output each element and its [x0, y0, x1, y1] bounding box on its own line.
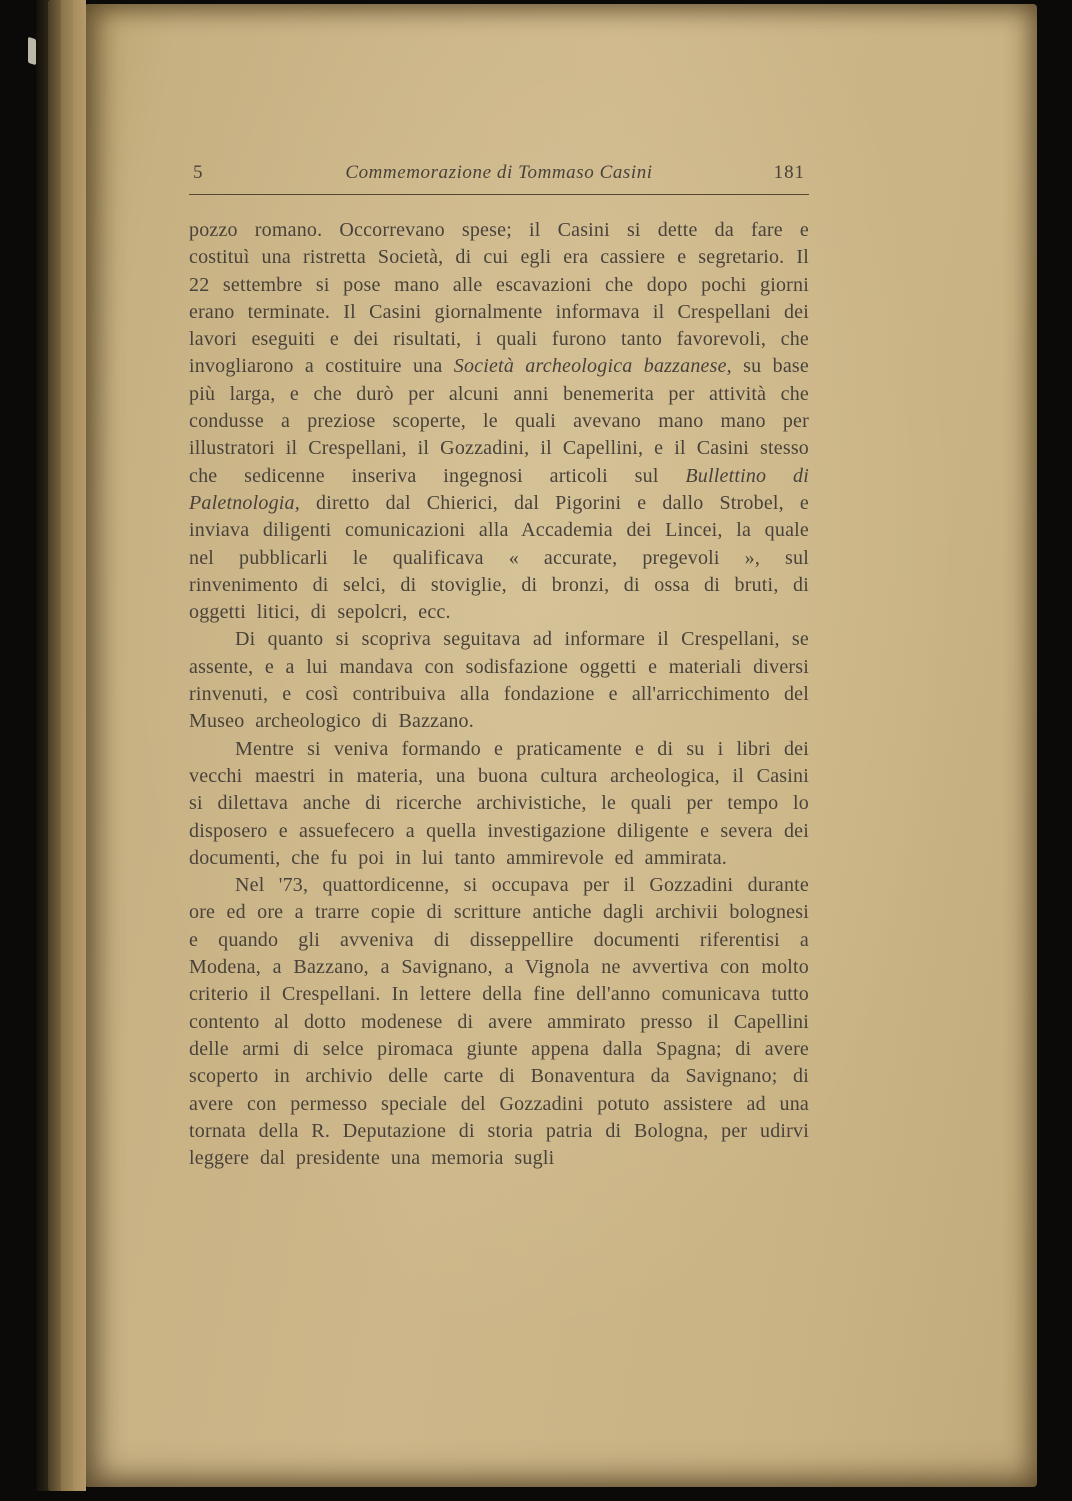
- paper-corner-highlight: [28, 37, 36, 66]
- book-page: [86, 4, 1037, 1487]
- header-page-number-left: 5: [193, 162, 204, 183]
- paragraph: [189, 872, 809, 1172]
- text-run: su base più larga, e che durò per alcuni anni benemerita per attività che condusse a preziose scoperte, le quali avevano mano mano per illustratori il Crespellani, il Gozzadini, il Capellini, e il Casini stesso che sedicenne inseriva ingegnosi articoli sul: [189, 355, 809, 487]
- header-title: Commemorazione di Tommaso Casini: [345, 162, 653, 183]
- paragraph: [189, 217, 809, 626]
- header-rule: [189, 194, 809, 195]
- page-content: [189, 162, 809, 1172]
- book-page-edge: [48, 0, 61, 1491]
- book-page-edge: [61, 0, 73, 1491]
- page-body: [189, 217, 809, 1172]
- text-run: Di quanto si scopriva seguitava ad informare il Crespellani, se assente, e a lui mandava con sodisfazione oggetti e materiali diversi rinvenuti, e così contribuiva alla fondazione e all'arricchimento del Museo archeologico di Bazzano.: [189, 628, 809, 733]
- book-page-edge: [36, 0, 48, 1491]
- running-header: [189, 162, 809, 194]
- text-run: Nel '73, quattordicenne, si occupava per il Gozzadini durante ore ed ore a trarre copie di scritture antiche dagli archivii bolognesi e quando gli avveniva di disseppellire documenti riferentisi a Modena, a Bazzano, a Savignano, a Vignola ne avvertiva con molto criterio il Crespellani. In lettere della fine dell'anno comunicava tutto contento al dotto modenese di avere ammirato presso il Capellini delle armi di selce piromaca giunte appena dalla Spagna; di avere scoperto in archivio delle carte di Bonaventura da Savignano; di avere con permesso speciale del Gozzadini potuto assistere ad una tornata della R. Deputazione di storia patria di Bologna, per udirvi leggere dal presidente una memoria sugli: [189, 874, 809, 1170]
- italic-text-run: Bullettino di Paletnologia,: [189, 464, 809, 514]
- text-run: pozzo romano. Occorrevano spese; il Casini si dette da fare e costituì una ristretta Società, di cui egli era cassiere e segretario. Il 22 settembre si pose mano alle escavazioni che dopo pochi giorni erano terminate. Il Casini giornalmente informava il Crespellani dei lavori eseguiti e dei risultati, i quali furono tanto favorevoli, che invogliarono a costituire una: [189, 219, 809, 378]
- text-run: Mentre si veniva formando e praticamente e di su i libri dei vecchi maestri in materia, una buona cultura archeologica, il Casini si dilettava anche di ricerche archivistiche, le quali per tempo lo disposero e assuefecero a quella investigazione diligente e severa dei documenti, che fu poi in lui tanto ammirevole ed ammirata.: [189, 737, 809, 869]
- italic-text-run: Società archeologica bazzanese,: [453, 355, 732, 378]
- paragraph: [189, 626, 809, 735]
- paragraph: [189, 736, 809, 872]
- text-run: diretto dal Chierici, dal Pigorini e dallo Strobel, e inviava diligenti comunicazioni alla Accademia dei Lincei, la quale nel pubblicarli le qualificava « accurate, pregevoli », sul rinvenimento di selci, di stoviglie, di bronzi, di ossa di bruti, di oggetti litici, di sepolcri, ecc.: [189, 491, 809, 624]
- book-page-edge: [73, 0, 86, 1491]
- header-page-number-right: 181: [773, 162, 805, 183]
